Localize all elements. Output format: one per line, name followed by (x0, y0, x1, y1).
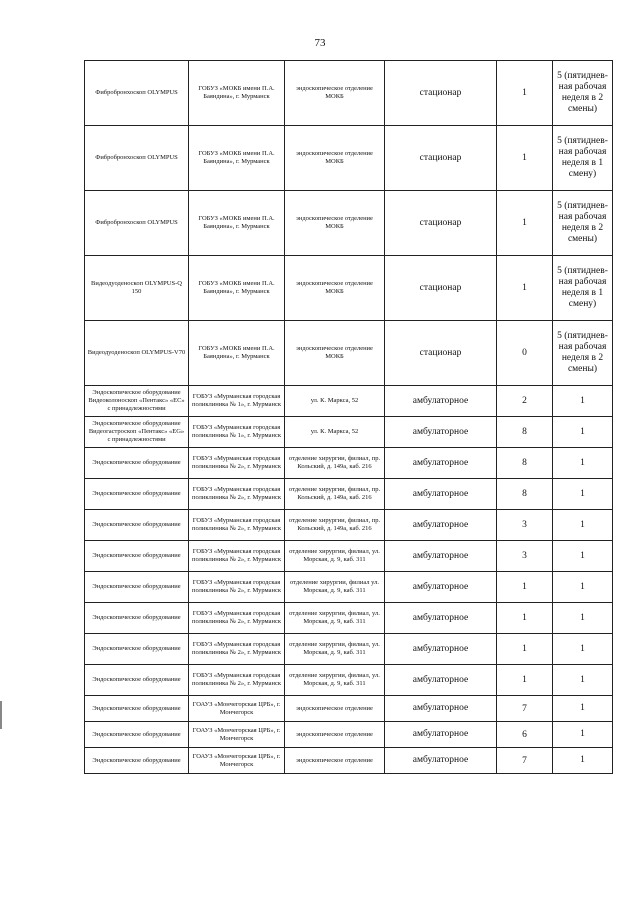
equipment-cell: Эндоскопическое оборудование (85, 510, 189, 541)
department-cell: отделение хирургии, филиал, пр. Кольский, д. 149а, каб. 216 (285, 479, 385, 510)
equipment-cell: Эндоскопическое оборудование (85, 696, 189, 722)
equipment-cell: Эндоскопическое оборудование (85, 603, 189, 634)
department-cell: эндоскопическое отделение МОКБ (285, 256, 385, 321)
table-row (85, 126, 613, 191)
equipment-cell: Фибробронхоскоп OLYMPUS (85, 61, 189, 126)
organization-cell: ГОБУЗ «МОКБ имени П.А. Баяндина», г. Мурманск (189, 256, 285, 321)
shift-cell: 1 (553, 696, 613, 722)
equipment-table (84, 60, 613, 774)
quantity-cell: 8 (497, 479, 553, 510)
shift-cell: 1 (553, 572, 613, 603)
organization-cell: ГОБУЗ «Мурманская городская поликлиника № 2», г. Мурманск (189, 665, 285, 696)
table-row (85, 634, 613, 665)
equipment-cell: Эндоскопическое оборудование (85, 479, 189, 510)
equipment-cell: Эндоскопическое оборудование Видеогастроскоп «Пентакс» «ЕG» с принадлежностями (85, 417, 189, 448)
quantity-cell: 3 (497, 510, 553, 541)
table-row (85, 417, 613, 448)
department-cell: ул. К. Маркса, 52 (285, 386, 385, 417)
department-cell: отделение хирургии, филиал ул. Морская, д. 9, каб. 311 (285, 572, 385, 603)
shift-cell: 1 (553, 634, 613, 665)
quantity-cell: 1 (497, 126, 553, 191)
table-row (85, 541, 613, 572)
table-row (85, 256, 613, 321)
quantity-cell: 0 (497, 321, 553, 386)
table-row (85, 603, 613, 634)
equipment-cell: Фибробронхоскоп OLYMPUS (85, 126, 189, 191)
shift-cell: 5 (пятиднев-ная рабочая неделя в 1 смену) (553, 126, 613, 191)
quantity-cell: 8 (497, 448, 553, 479)
care-type-cell: амбулаторное (385, 696, 497, 722)
department-cell: эндоскопическое отделение МОКБ (285, 61, 385, 126)
care-type-cell: амбулаторное (385, 417, 497, 448)
department-cell: отделение хирургии, филиал, ул. Морская, д. 9, каб. 311 (285, 603, 385, 634)
quantity-cell: 1 (497, 665, 553, 696)
shift-cell: 1 (553, 386, 613, 417)
organization-cell: ГОБУЗ «МОКБ имени П.А. Баяндина», г. Мурманск (189, 191, 285, 256)
shift-cell: 5 (пятиднев-ная рабочая неделя в 1 смену) (553, 256, 613, 321)
department-cell: отделение хирургии, филиал, пр. Кольский, д. 149а, каб. 216 (285, 510, 385, 541)
quantity-cell: 3 (497, 541, 553, 572)
table-row (85, 572, 613, 603)
shift-cell: 1 (553, 748, 613, 774)
equipment-cell: Эндоскопическое оборудование (85, 448, 189, 479)
care-type-cell: стационар (385, 321, 497, 386)
equipment-cell: Эндоскопическое оборудование (85, 748, 189, 774)
department-cell: ул. К. Маркса, 52 (285, 417, 385, 448)
equipment-cell: Видеодуоденоскоп OLYMPUS-Q 150 (85, 256, 189, 321)
quantity-cell: 1 (497, 634, 553, 665)
table-row (85, 510, 613, 541)
care-type-cell: стационар (385, 126, 497, 191)
table-row (85, 665, 613, 696)
organization-cell: ГОБУЗ «МОКБ имени П.А. Баяндина», г. Мурманск (189, 321, 285, 386)
care-type-cell: амбулаторное (385, 722, 497, 748)
organization-cell: ГОБУЗ «Мурманская городская поликлиника № 1», г. Мурманск (189, 417, 285, 448)
care-type-cell: амбулаторное (385, 510, 497, 541)
quantity-cell: 8 (497, 417, 553, 448)
shift-cell: 1 (553, 541, 613, 572)
department-cell: эндоскопическое отделение (285, 696, 385, 722)
table-row (85, 191, 613, 256)
table-body (85, 61, 613, 774)
shift-cell: 1 (553, 510, 613, 541)
organization-cell: ГОБУЗ «Мурманская городская поликлиника № 2», г. Мурманск (189, 541, 285, 572)
department-cell: эндоскопическое отделение МОКБ (285, 321, 385, 386)
organization-cell: ГОБУЗ «Мурманская городская поликлиника № 2», г. Мурманск (189, 448, 285, 479)
quantity-cell: 2 (497, 386, 553, 417)
organization-cell: ГОБУЗ «МОКБ имени П.А. Баяндина», г. Мурманск (189, 61, 285, 126)
shift-cell: 5 (пятиднев-ная рабочая неделя в 2 смены) (553, 321, 613, 386)
page-number: 73 (314, 37, 326, 49)
table-row (85, 696, 613, 722)
organization-cell: ГОАУЗ «Мончегорская ЦРБ», г. Мончегорск (189, 722, 285, 748)
scan-margin-mark (0, 701, 2, 729)
care-type-cell: амбулаторное (385, 665, 497, 696)
quantity-cell: 1 (497, 603, 553, 634)
department-cell: эндоскопическое отделение МОКБ (285, 191, 385, 256)
quantity-cell: 6 (497, 722, 553, 748)
organization-cell: ГОБУЗ «Мурманская городская поликлиника № 1», г. Мурманск (189, 386, 285, 417)
quantity-cell: 7 (497, 748, 553, 774)
table-row (85, 321, 613, 386)
quantity-cell: 1 (497, 61, 553, 126)
department-cell: отделение хирургии, филиал, ул. Морская, д. 9, каб. 311 (285, 665, 385, 696)
care-type-cell: амбулаторное (385, 572, 497, 603)
organization-cell: ГОБУЗ «Мурманская городская поликлиника № 2», г. Мурманск (189, 510, 285, 541)
table-row (85, 448, 613, 479)
care-type-cell: амбулаторное (385, 748, 497, 774)
quantity-cell: 1 (497, 191, 553, 256)
department-cell: отделение хирургии, филиал, пр. Кольский, д. 149а, каб. 216 (285, 448, 385, 479)
organization-cell: ГОБУЗ «Мурманская городская поликлиника № 2», г. Мурманск (189, 479, 285, 510)
table-row (85, 479, 613, 510)
table-row (85, 61, 613, 126)
shift-cell: 1 (553, 479, 613, 510)
department-cell: эндоскопическое отделение МОКБ (285, 126, 385, 191)
shift-cell: 1 (553, 417, 613, 448)
equipment-cell: Фибробронхоскоп OLYMPUS (85, 191, 189, 256)
care-type-cell: стационар (385, 61, 497, 126)
care-type-cell: стационар (385, 191, 497, 256)
organization-cell: ГОАУЗ «Мончегорская ЦРБ», г. Мончегорск (189, 748, 285, 774)
department-cell: эндоскопическое отделение (285, 722, 385, 748)
equipment-cell: Эндоскопическое оборудование Видеоколоноскоп «Пентакс» «ЕС» с принадлежностями (85, 386, 189, 417)
care-type-cell: амбулаторное (385, 479, 497, 510)
department-cell: отделение хирургии, филиал, ул. Морская, д. 9, каб. 311 (285, 634, 385, 665)
equipment-cell: Эндоскопическое оборудование (85, 572, 189, 603)
organization-cell: ГОБУЗ «МОКБ имени П.А. Баяндина», г. Мурманск (189, 126, 285, 191)
shift-cell: 1 (553, 603, 613, 634)
equipment-cell: Эндоскопическое оборудование (85, 665, 189, 696)
organization-cell: ГОАУЗ «Мончегорская ЦРБ», г. Мончегорск (189, 696, 285, 722)
quantity-cell: 1 (497, 256, 553, 321)
organization-cell: ГОБУЗ «Мурманская городская поликлиника № 2», г. Мурманск (189, 634, 285, 665)
equipment-cell: Видеодуоденоскоп OLYMPUS-V70 (85, 321, 189, 386)
equipment-cell: Эндоскопическое оборудование (85, 722, 189, 748)
care-type-cell: амбулаторное (385, 603, 497, 634)
equipment-cell: Эндоскопическое оборудование (85, 541, 189, 572)
table-row (85, 386, 613, 417)
table-row (85, 722, 613, 748)
shift-cell: 1 (553, 722, 613, 748)
quantity-cell: 1 (497, 572, 553, 603)
care-type-cell: амбулаторное (385, 386, 497, 417)
table-row (85, 748, 613, 774)
organization-cell: ГОБУЗ «Мурманская городская поликлиника № 2», г. Мурманск (189, 603, 285, 634)
organization-cell: ГОБУЗ «Мурманская городская поликлиника № 2», г. Мурманск (189, 572, 285, 603)
care-type-cell: амбулаторное (385, 448, 497, 479)
department-cell: отделение хирургии, филиал, ул. Морская, д. 9, каб. 311 (285, 541, 385, 572)
shift-cell: 1 (553, 665, 613, 696)
department-cell: эндоскопическое отделение (285, 748, 385, 774)
quantity-cell: 7 (497, 696, 553, 722)
equipment-cell: Эндоскопическое оборудование (85, 634, 189, 665)
care-type-cell: амбулаторное (385, 634, 497, 665)
shift-cell: 1 (553, 448, 613, 479)
care-type-cell: стационар (385, 256, 497, 321)
care-type-cell: амбулаторное (385, 541, 497, 572)
shift-cell: 5 (пятиднев-ная рабочая неделя в 2 смены) (553, 61, 613, 126)
shift-cell: 5 (пятиднев-ная рабочая неделя в 2 смены) (553, 191, 613, 256)
